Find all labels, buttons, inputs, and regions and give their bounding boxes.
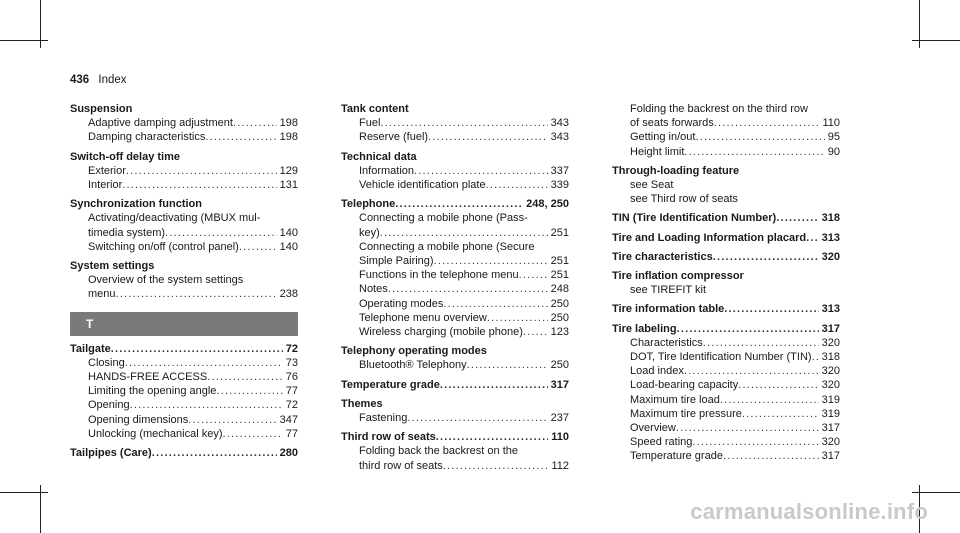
index-subentry [612, 364, 840, 378]
entry-label: Opening [88, 399, 130, 412]
crop-mark [912, 492, 960, 493]
entry-label: Load index [630, 365, 684, 378]
index-subentry [70, 164, 298, 178]
page-ref[interactable]: 90 [827, 145, 840, 158]
page-ref[interactable]: 318 [821, 212, 840, 225]
index-subentry [341, 240, 569, 254]
entry-label: Information [359, 164, 415, 177]
entry-label: see Third row of seats [630, 193, 739, 206]
entry-label: DOT, Tire Identification Number (TIN) [630, 351, 812, 364]
page-ref[interactable]: 318 [821, 351, 840, 364]
entry-label: Interior [88, 179, 123, 192]
entry-label: Telephone menu overview [359, 311, 487, 324]
leader-dots [125, 356, 283, 370]
entry-label: System settings [70, 260, 155, 273]
leader-dots [684, 364, 819, 378]
index-subentry [70, 273, 298, 287]
entry-label: Tailpipes (Care) [70, 447, 152, 460]
entry-label: Opening dimensions [88, 413, 189, 426]
index-subentry [341, 178, 569, 192]
index-heading [612, 302, 840, 316]
leader-dots [519, 268, 548, 282]
index-subentry [70, 413, 298, 427]
index-subentry [70, 427, 298, 441]
page-ref[interactable]: 72 [285, 342, 298, 355]
index-subentry [341, 311, 569, 325]
leader-dots [776, 211, 818, 225]
page-header [70, 74, 127, 86]
entry-label: Simple Pairing) [359, 255, 434, 268]
index-subentry [70, 384, 298, 398]
leader-dots [126, 164, 277, 178]
index-subentry [341, 226, 569, 240]
index-heading [70, 446, 298, 460]
leader-dots [720, 393, 819, 407]
index-subentry [70, 240, 298, 254]
index-heading [341, 197, 569, 211]
page-ref[interactable]: 319 [821, 393, 840, 406]
watermark: carmanualsonline.info [690, 499, 928, 524]
entry-label: HANDS-FREE ACCESS [88, 371, 208, 384]
entry-label: Reserve (fuel) [359, 131, 429, 144]
entry-label: Vehicle identification plate [359, 179, 486, 192]
index-subentry [341, 444, 569, 458]
index-heading [70, 102, 298, 116]
index-heading [341, 150, 569, 164]
entry-label: Operating modes [359, 297, 444, 310]
entry-label: Limiting the opening angle [88, 385, 217, 398]
entry-label: Activating/deactivating (MBUX mul- [88, 212, 261, 225]
page-ref[interactable]: 317 [550, 378, 569, 391]
crop-mark [0, 40, 48, 41]
page-ref[interactable]: 123 [550, 326, 569, 339]
entry-label: of seats forwards [630, 117, 714, 130]
index-subentry [70, 178, 298, 192]
page-ref[interactable]: 320 [821, 336, 840, 349]
index-subentry [612, 116, 840, 130]
index-column-1 [70, 102, 298, 460]
index-subentry [70, 287, 298, 301]
page-ref[interactable]: 140 [279, 240, 298, 253]
page-ref[interactable]: 237 [550, 412, 569, 425]
page-ref[interactable]: 320 [821, 379, 840, 392]
page-ref[interactable]: 320 [821, 250, 840, 263]
index-subentry [612, 421, 840, 435]
entry-label: Tire information table [612, 303, 725, 316]
entry-label: Technical data [341, 150, 417, 163]
page-ref[interactable]: 250 [550, 297, 569, 310]
leader-dots [395, 197, 523, 211]
entry-label: Telephony operating modes [341, 345, 487, 358]
leader-dots [684, 145, 824, 159]
index-heading [341, 344, 569, 358]
leader-dots [434, 254, 548, 268]
entry-label: Wireless charging (mobile phone) [359, 326, 523, 339]
leader-dots [443, 459, 549, 473]
entry-label: timedia system) [88, 226, 166, 239]
entry-label: Synchronization function [70, 198, 202, 211]
page-ref[interactable]: 251 [550, 255, 569, 268]
index-subentry [612, 336, 840, 350]
entry-label: Telephone [341, 198, 396, 211]
page-ref[interactable]: 317 [821, 322, 840, 335]
leader-dots [692, 435, 818, 449]
entry-label: see TIREFIT kit [630, 284, 707, 297]
page-ref[interactable]: 343 [550, 117, 569, 130]
entry-label: key) [359, 226, 380, 239]
entry-label: Damping characteristics [88, 131, 206, 144]
index-heading [612, 269, 840, 283]
index-heading [612, 250, 840, 264]
index-heading [70, 259, 298, 273]
entry-label: Functions in the telephone menu [359, 269, 519, 282]
page-ref[interactable]: 248 [550, 283, 569, 296]
leader-dots [676, 421, 819, 435]
leader-dots [380, 226, 548, 240]
leader-dots [165, 226, 277, 240]
leader-dots [486, 178, 548, 192]
index-heading [341, 378, 569, 392]
page-ref[interactable]: 343 [550, 131, 569, 144]
index-subentry [70, 130, 298, 144]
leader-dots [188, 413, 276, 427]
index-subentry [612, 350, 840, 364]
entry-label: TIN (Tire Identification Number) [612, 212, 777, 225]
index-subentry [341, 297, 569, 311]
index-subentry [612, 102, 840, 116]
entry-label: Folding back the backrest on the [359, 445, 518, 458]
index-subentry [341, 459, 569, 473]
leader-dots [122, 178, 276, 192]
index-subentry [612, 145, 840, 159]
entry-label: third row of seats [359, 459, 443, 472]
page-ref[interactable]: 251 [550, 226, 569, 239]
index-subentry [612, 378, 840, 392]
entry-label: Switch-off delay time [70, 150, 181, 163]
entry-label: Suspension [70, 103, 133, 115]
entry-label: Height limit [630, 145, 685, 158]
entry-label: Closing [88, 356, 125, 369]
page-ref[interactable]: 313 [821, 231, 840, 244]
index-subentry [70, 370, 298, 384]
index-heading [70, 197, 298, 211]
leader-dots [239, 240, 277, 254]
index-heading [612, 164, 840, 178]
index-subentry [612, 130, 840, 144]
index-subentry [341, 282, 569, 296]
leader-dots [407, 411, 547, 425]
entry-label: Connecting a mobile phone (Secure [359, 240, 535, 253]
page-ref[interactable]: 72 [285, 399, 298, 412]
leader-dots [111, 342, 283, 356]
leader-dots [723, 449, 819, 463]
leader-dots [388, 282, 548, 296]
leader-dots [713, 250, 819, 264]
index-heading [612, 322, 840, 336]
index-subentry [341, 254, 569, 268]
page-ref[interactable]: 95 [827, 131, 840, 144]
page-ref[interactable]: 129 [279, 164, 298, 177]
page-number: 436 [70, 74, 90, 86]
entry-label: Speed rating [630, 436, 693, 449]
entry-label: Through-loading feature [612, 164, 740, 177]
index-subentry [341, 358, 569, 372]
index-subentry [341, 211, 569, 225]
section-title: Index [98, 74, 127, 86]
page-ref[interactable]: 319 [821, 407, 840, 420]
leader-dots [724, 302, 818, 316]
entry-label: Tire labeling [612, 322, 677, 335]
crop-mark [912, 40, 960, 41]
entry-label: Folding the backrest on the third row [630, 103, 808, 115]
index-subentry [341, 325, 569, 339]
index-subentry [612, 435, 840, 449]
entry-label: Fastening [359, 412, 408, 425]
index-heading [70, 150, 298, 164]
entry-label: Temperature grade [341, 378, 440, 391]
index-subentry [612, 449, 840, 463]
entry-label: Notes [359, 283, 388, 296]
index-heading [341, 397, 569, 411]
index-subentry [341, 116, 569, 130]
entry-label: Load-bearing capacity [630, 379, 739, 392]
entry-label: Overview [630, 422, 676, 435]
index-subentry [612, 393, 840, 407]
page-ref[interactable]: 347 [279, 413, 298, 426]
index-heading [341, 102, 569, 116]
index-heading [612, 211, 840, 225]
index-subentry [70, 211, 298, 225]
leader-dots [523, 325, 548, 339]
index-subentry [612, 407, 840, 421]
leader-dots [467, 358, 548, 372]
leader-dots [738, 378, 818, 392]
index-heading [341, 430, 569, 444]
page-ref[interactable]: 238 [279, 288, 298, 301]
leader-dots [130, 398, 283, 412]
page-ref[interactable]: 198 [279, 117, 298, 130]
page-ref[interactable]: 140 [279, 226, 298, 239]
page-ref[interactable]: 250 [550, 311, 569, 324]
index-subentry [341, 411, 569, 425]
index-subentry [341, 268, 569, 282]
page-ref[interactable]: 251 [550, 269, 569, 282]
page-ref[interactable]: 77 [285, 385, 298, 398]
page-ref[interactable]: 198 [279, 131, 298, 144]
entry-label: Connecting a mobile phone (Pass- [359, 212, 528, 225]
leader-dots [207, 370, 283, 384]
leader-dots [436, 430, 549, 444]
leader-dots [428, 130, 548, 144]
page-ref[interactable]: 248, 250 [526, 198, 569, 211]
leader-dots [152, 446, 277, 460]
leader-dots [440, 378, 548, 392]
entry-label: menu [88, 288, 116, 301]
index-subentry [341, 164, 569, 178]
entry-label: Temperature grade [630, 450, 723, 463]
entry-label: Overview of the system settings [88, 274, 244, 287]
page-ref[interactable]: 73 [285, 356, 298, 369]
page-ref[interactable]: 76 [285, 371, 298, 384]
leader-dots [487, 311, 548, 325]
leader-dots [812, 350, 819, 364]
entry-label: see Seat [630, 179, 674, 192]
page-ref[interactable]: 337 [550, 164, 569, 177]
entry-label: Maximum tire load [630, 393, 720, 406]
page-ref[interactable]: 317 [821, 450, 840, 463]
index-subentry [70, 226, 298, 240]
entry-label: Third row of seats [341, 431, 436, 444]
page-ref[interactable]: 77 [285, 427, 298, 440]
index-subentry [70, 356, 298, 370]
index-subentry [70, 116, 298, 130]
index-subentry [612, 192, 840, 206]
page-ref[interactable]: 250 [550, 359, 569, 372]
page-ref[interactable]: 339 [550, 179, 569, 192]
leader-dots [116, 287, 277, 301]
letter-divider: T [70, 312, 298, 336]
leader-dots [742, 407, 819, 421]
leader-dots [233, 116, 277, 130]
entry-label: Tire inflation compressor [612, 270, 744, 283]
leader-dots [414, 164, 548, 178]
entry-label: Characteristics [630, 336, 703, 349]
leader-dots [216, 384, 282, 398]
entry-label: Themes [341, 397, 383, 410]
index-column-2 [341, 102, 569, 473]
entry-label: Maximum tire pressure [630, 407, 742, 420]
index-heading [612, 231, 840, 245]
leader-dots [380, 116, 547, 130]
page-ref[interactable]: 131 [279, 179, 298, 192]
page-ref[interactable]: 320 [821, 365, 840, 378]
index-column-3 [612, 102, 840, 464]
entry-label: Adaptive damping adjustment [88, 117, 233, 130]
page-ref[interactable]: 112 [551, 459, 569, 472]
page-ref[interactable]: 317 [821, 422, 840, 435]
page-ref[interactable]: 110 [822, 117, 840, 130]
leader-dots [695, 130, 824, 144]
entry-label: Exterior [88, 164, 126, 177]
index-heading [70, 342, 298, 356]
entry-label: Tank content [341, 103, 409, 115]
entry-label: Unlocking (mechanical key) [88, 427, 223, 440]
entry-label: Switching on/off (control panel) [88, 240, 239, 253]
index-subentry [612, 178, 840, 192]
crop-mark [0, 492, 48, 493]
page-ref[interactable]: 110 [551, 431, 569, 444]
index-subentry [341, 130, 569, 144]
entry-label: Tailgate [70, 342, 111, 355]
entry-label: Getting in/out [630, 131, 696, 144]
leader-dots [205, 130, 276, 144]
entry-label: Bluetooth® Telephony [359, 359, 467, 372]
page-ref[interactable]: 313 [821, 303, 840, 316]
entry-label: Fuel [359, 117, 381, 130]
entry-label: Tire and Loading Information placard [612, 231, 807, 244]
index-subentry [612, 283, 840, 297]
leader-dots [714, 116, 820, 130]
page-ref[interactable]: 320 [821, 436, 840, 449]
index-subentry [70, 398, 298, 412]
leader-dots [703, 336, 819, 350]
leader-dots [677, 322, 819, 336]
leader-dots [806, 231, 818, 245]
page-ref[interactable]: 280 [279, 447, 298, 460]
leader-dots [443, 297, 547, 311]
leader-dots [223, 427, 283, 441]
entry-label: Tire characteristics [612, 250, 713, 263]
